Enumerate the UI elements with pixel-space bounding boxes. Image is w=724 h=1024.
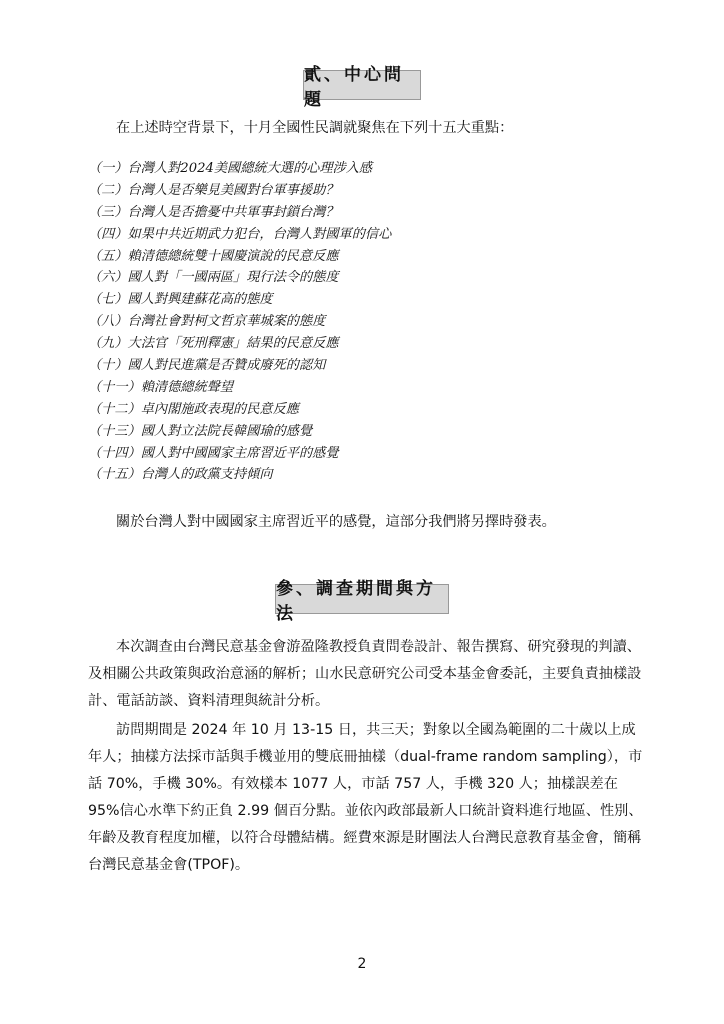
section-heading-survey-method: 參、調查期間與方法 (275, 584, 449, 614)
method-text-1: 本次調查由台灣民意基金會游盈隆教授負責問卷設計、報告撰寫、研究發現的判讀、及相關公共政策與政治意涵的解析；山水民意研究公司受本基金會委託，主要負責抽樣設計、電話訪談、資料清理與統計分析。 (88, 639, 642, 709)
list-item: （八）台灣社會對柯文哲京華城案的態度 (88, 314, 326, 330)
list-item: （十五）台灣人的政黨支持傾向 (88, 467, 273, 483)
list-item: （十四）國人對中國國家主席習近平的感覺 (88, 445, 339, 461)
list-item: （十二）卓內閣施政表現的民意反應 (88, 401, 299, 417)
list-item: （十）國人對民進黨是否贊成廢死的認知 (88, 358, 326, 374)
key-questions-list (88, 158, 391, 486)
intro-paragraph (88, 115, 644, 142)
method-paragraph-2 (88, 717, 644, 879)
page-number: 2 (357, 956, 367, 972)
list-item: （六）國人對「一國兩區」現行法令的態度 (88, 270, 339, 286)
list-item: （三）台灣人是否擔憂中共軍事封鎖台灣？ (88, 204, 339, 220)
closing-text: 關於台灣人對中國國家主席習近平的感覺，這部分我們將另擇時發表。 (116, 514, 556, 530)
list-item: （一）台灣人對2024美國總統大選的心理涉入感 (88, 161, 373, 176)
list-item: （七）國人對興建蘇花高的態度 (88, 292, 273, 308)
section-heading-central-questions: 貳、中心問題 (303, 70, 421, 100)
list-item: （四）如果中共近期武力犯台，台灣人對國軍的信心 (88, 226, 392, 242)
closing-paragraph (88, 509, 644, 536)
intro-text: 在上述時空背景下，十月全國性民調就聚焦在下列十五大重點： (116, 120, 514, 136)
list-item: （九）大法官「死刑釋憲」結果的民意反應 (88, 336, 339, 352)
method-paragraph-1 (88, 634, 644, 715)
list-item: （五）賴清德總統雙十國慶演說的民意反應 (88, 248, 339, 264)
method-text-2: 訪問期間是 2024 年 10 月 13-15 日，共三天；對象以全國為範圍的二十歲以上成年人；抽樣方法採市話與手機並用的雙底冊抽樣（dual-frame random sampling），市話 70%，手機 30%。有效樣本 1077 人，市話 757 人，手機 320 人；抽樣誤差在 95%信心水準下約正負 2.99 個百分點。並依內政部最新人口統計資料進行地區、性別、年齡及教育程度加權，以符合母體結構。經費來源是財團法人台灣民意教育基金會，簡稱台灣民意基金會(TPOF)。 (88, 722, 643, 873)
list-item: （十三）國人對立法院長韓國瑜的感覺 (88, 423, 313, 439)
list-item: （二）台灣人是否樂見美國對台軍事援助？ (88, 182, 339, 198)
list-item: （十一）賴清德總統聲望 (88, 379, 234, 395)
